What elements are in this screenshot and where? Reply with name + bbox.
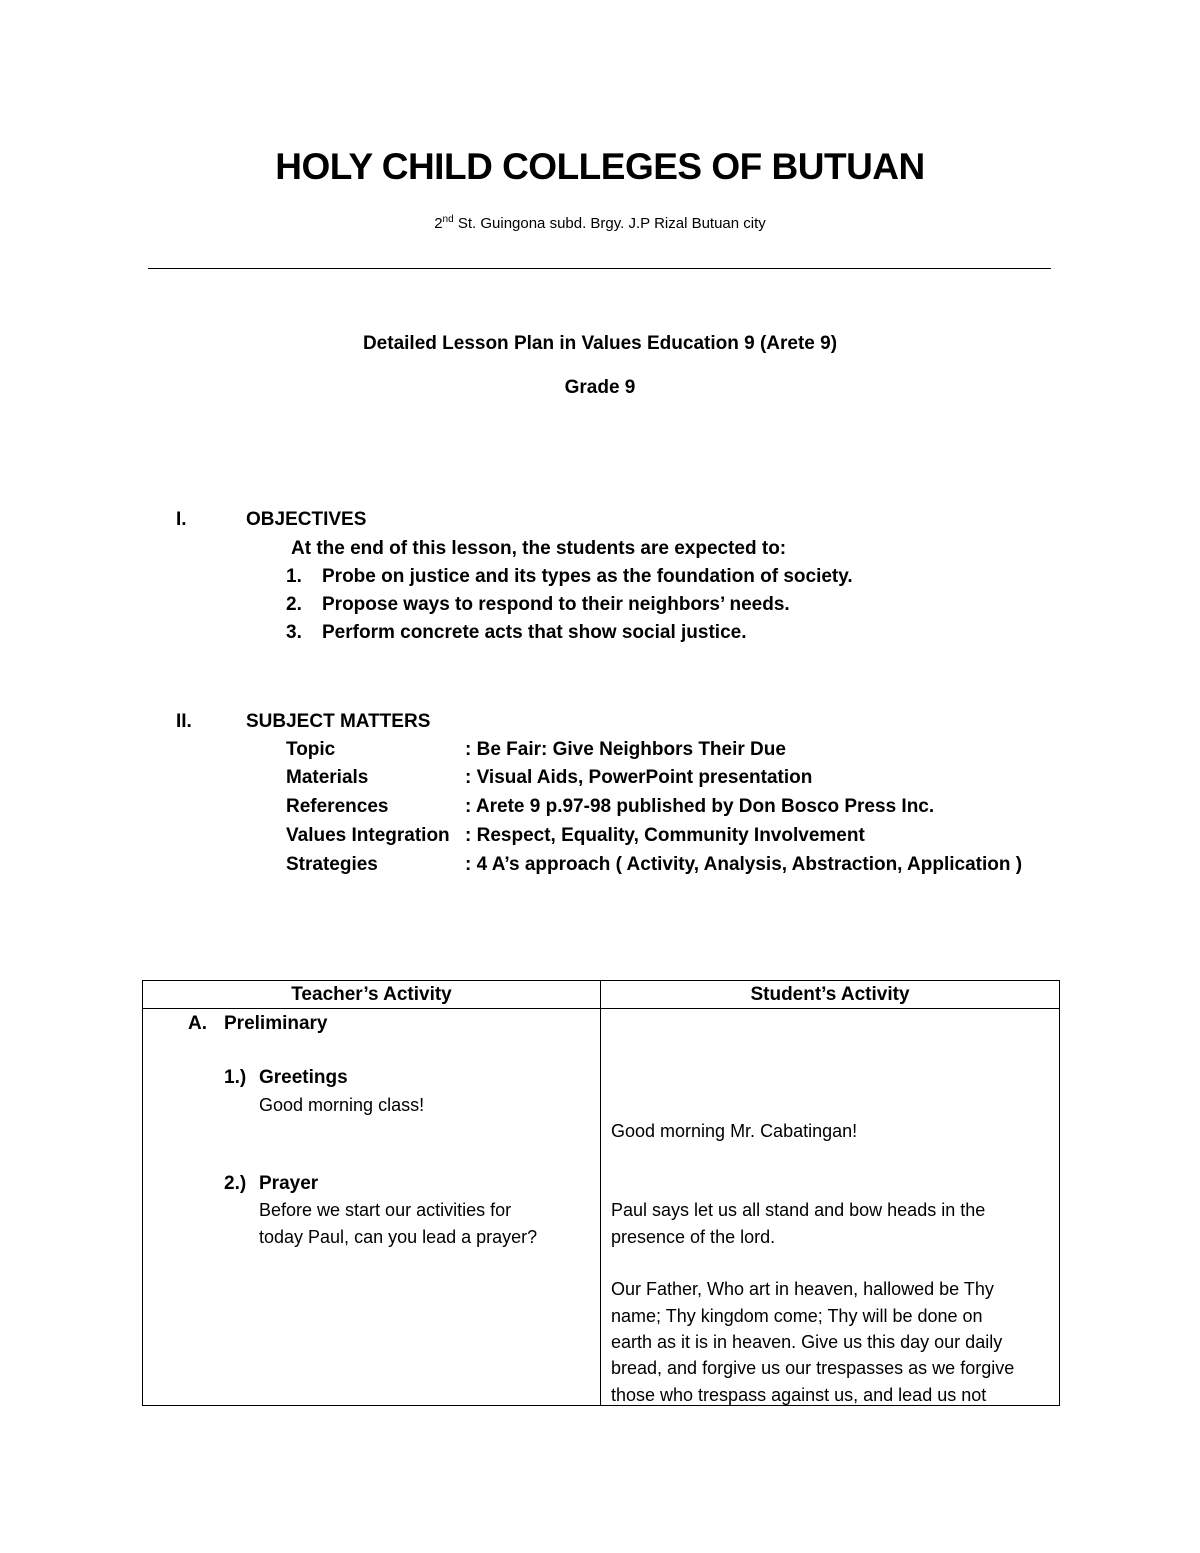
subject-key-strategies: Strategies: [286, 854, 378, 875]
section-letter: A.: [188, 1013, 207, 1034]
objective-text: Propose ways to respond to their neighbors’ needs.: [322, 594, 790, 615]
prayer-text-line: bread, and forgive us our trespasses as we forgive: [611, 1358, 1015, 1378]
prayer-number: 2.): [224, 1173, 247, 1194]
subject-value-values-integration: : Respect, Equality, Community Involvement: [465, 825, 865, 846]
subject-key-topic: Topic: [286, 739, 336, 760]
objective-num: 3.: [286, 622, 302, 643]
address-ordinal-num: 2: [434, 215, 443, 232]
address-ordinal-suffix: nd: [442, 214, 454, 225]
student-activity-cell: [601, 1009, 1060, 1406]
table-row: [143, 1009, 1060, 1406]
subject-matters-numeral: II.: [176, 711, 192, 732]
grade-label: Grade 9: [564, 377, 636, 398]
school-address: [0, 214, 1200, 232]
subject-key-references: References: [286, 796, 389, 817]
subject-key-values-integration: Values Integration: [286, 825, 450, 846]
prayer-text-line: Our Father, Who art in heaven, hallowed be Thy: [611, 1279, 994, 1299]
objectives-intro: At the end of this lesson, the students are expected to:: [291, 538, 787, 559]
objective-text: Probe on justice and its types as the foundation of society.: [322, 566, 853, 587]
objectives-numeral: I.: [176, 509, 187, 530]
subject-value-strategies: : 4 A’s approach ( Activity, Analysis, Abstraction, Application ): [465, 854, 1023, 875]
prayer-text-line: name; Thy kingdom come; Thy will be done on: [611, 1306, 983, 1326]
greeting-reply: Good morning Mr. Cabatingan!: [611, 1121, 858, 1141]
school-name: HOLY CHILD COLLEGES OF BUTUAN: [275, 146, 925, 187]
address-rest: St. Guingona subd. Brgy. J.P Rizal Butuan city: [453, 215, 766, 232]
objectives-heading: OBJECTIVES: [246, 509, 367, 530]
teacher-activity-header: Teacher’s Activity: [143, 981, 601, 1009]
subject-key-materials: Materials: [286, 767, 369, 788]
subject-value-materials: : Visual Aids, PowerPoint presentation: [465, 767, 813, 788]
paul-line: Paul says let us all stand and bow heads in the: [611, 1200, 986, 1220]
greetings-line: Good morning class!: [259, 1095, 425, 1115]
prayer-text-line: those who trespass against us, and lead us not: [611, 1385, 987, 1405]
header-divider: [148, 268, 1051, 269]
student-activity-header: Student’s Activity: [601, 981, 1060, 1009]
objective-num: 2.: [286, 594, 302, 615]
subject-value-references: : Arete 9 p.97-98 published by Don Bosco Press Inc.: [465, 796, 935, 817]
objective-num: 1.: [286, 566, 302, 587]
greetings-number: 1.): [224, 1067, 247, 1088]
section-title: Preliminary: [224, 1013, 328, 1034]
activity-table: [142, 980, 1060, 1406]
prayer-line: today Paul, can you lead a prayer?: [259, 1227, 538, 1247]
table-header-row: [143, 981, 1060, 1009]
prayer-text-line: earth as it is in heaven. Give us this day our daily: [611, 1332, 1003, 1352]
subject-value-topic: : Be Fair: Give Neighbors Their Due: [465, 739, 786, 760]
subject-matters-heading: SUBJECT MATTERS: [246, 711, 431, 732]
objective-text: Perform concrete acts that show social justice.: [322, 622, 747, 643]
prayer-line: Before we start our activities for: [259, 1200, 512, 1220]
paul-line: presence of the lord.: [611, 1227, 776, 1247]
teacher-activity-cell: [143, 1009, 601, 1406]
prayer-title: Prayer: [259, 1173, 319, 1194]
lesson-plan-title: Detailed Lesson Plan in Values Education 9 (Arete 9): [362, 333, 838, 354]
greetings-title: Greetings: [259, 1067, 348, 1088]
